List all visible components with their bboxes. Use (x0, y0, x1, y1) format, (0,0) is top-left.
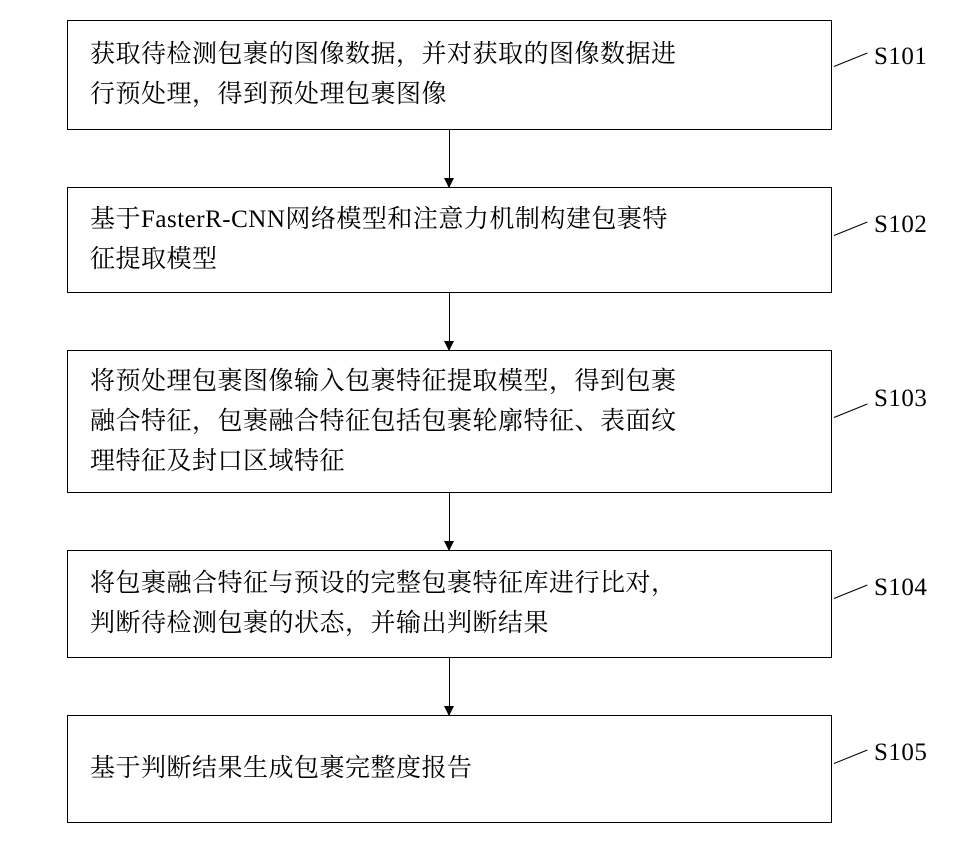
flow-step-s101 (67, 20, 832, 130)
flow-step-s102-label: S102 (874, 211, 928, 238)
flow-step-s102 (67, 187, 832, 293)
flow-step-s102-text: 基于FasterR-CNN网络模型和注意力机制构建包裹特 征提取模型 (90, 206, 668, 273)
flow-step-s101-label: S101 (874, 43, 928, 70)
flow-step-s105-text: 基于判断结果生成包裹完整度报告 (90, 755, 473, 782)
flow-step-s104-text: 将包裹融合特征与预设的完整包裹特征库进行比对， 判断待检测包裹的状态，并输出判断结果 (90, 570, 677, 637)
arrow-s104-s105 (449, 658, 450, 715)
arrow-s101-s102 (449, 130, 450, 187)
arrow-s103-s104 (449, 493, 450, 550)
arrow-s102-s103 (449, 293, 450, 350)
flow-step-s104-label: S104 (874, 574, 928, 601)
flow-step-s103 (67, 350, 832, 493)
flow-step-s103-text: 将预处理包裹图像输入包裹特征提取模型，得到包裹 融合特征，包裹融合特征包括包裹轮廓特征、表面纹 理特征及封口区域特征 (90, 367, 677, 475)
leader-line-s105 (834, 750, 868, 764)
flow-step-s105-label: S105 (874, 739, 928, 766)
flow-step-s101-text: 获取待检测包裹的图像数据，并对获取的图像数据进 行预处理，得到预处理包裹图像 (90, 41, 677, 108)
leader-line-s101 (834, 53, 868, 67)
leader-line-s103 (834, 404, 868, 418)
flow-step-s103-label: S103 (874, 385, 928, 412)
leader-line-s102 (834, 222, 868, 236)
flow-step-s104 (67, 550, 832, 658)
leader-line-s104 (834, 585, 868, 599)
flow-step-s105 (67, 715, 832, 823)
